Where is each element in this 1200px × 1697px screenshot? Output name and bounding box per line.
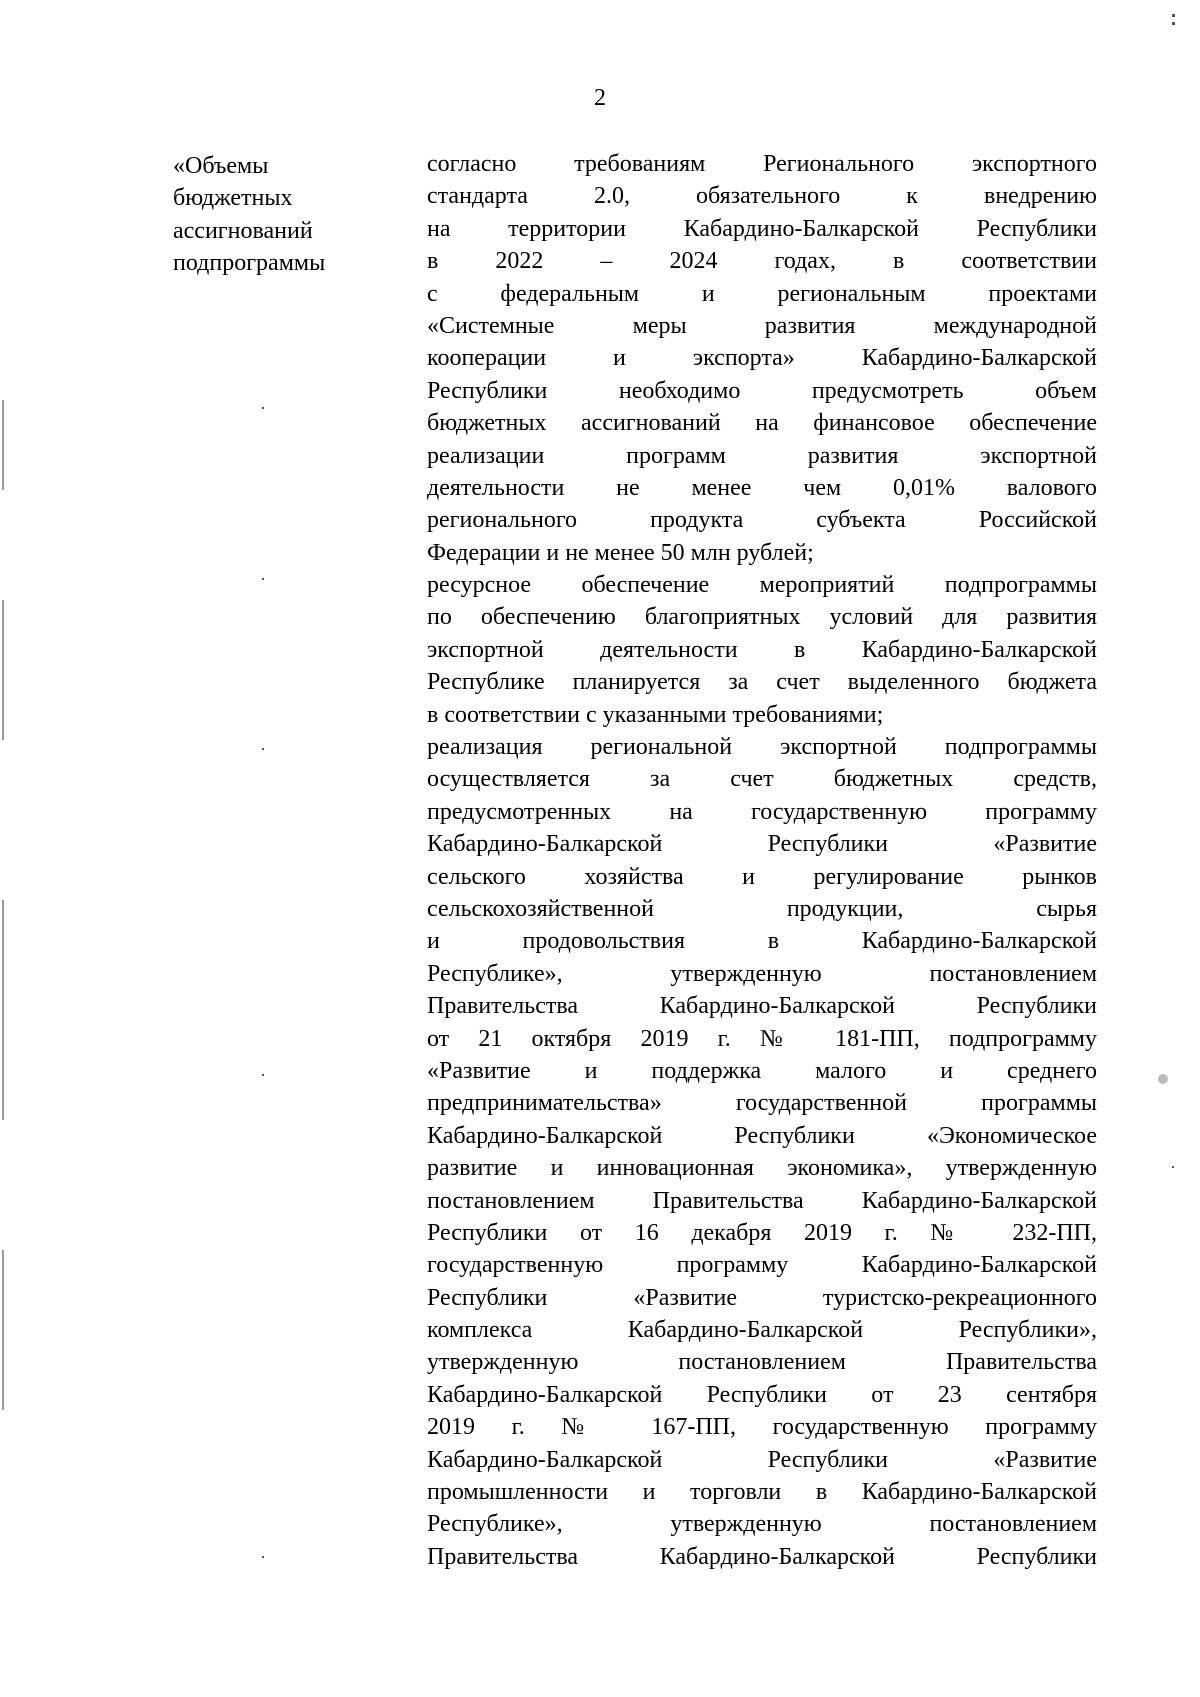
body-text-line: «Развитие и поддержка малого и среднего [427,1057,1097,1084]
section-heading-line: бюджетных [173,185,293,212]
body-text-line: государственную программу Кабардино-Балкарской [427,1252,1097,1279]
scan-speck [262,1556,264,1558]
scan-speck [1172,1166,1174,1168]
section-heading-line: ассигнований [173,217,313,244]
body-text-line: стандарта 2.0, обязательного к внедрению [427,183,1097,210]
body-text-line: сельскохозяйственной продукции, сырья [427,895,1097,922]
body-text-line: 2019 г. № 167-ПП, государственную программу [427,1414,1097,1441]
body-text-line: бюджетных ассигнований на финансовое обеспечение [427,410,1097,437]
scan-speck [2,600,4,740]
scan-speck [262,748,264,750]
body-text-line: в соответствии с указанными требованиями; [427,701,884,728]
body-text-line: комплекса Кабардино-Балкарской Республики», [427,1317,1097,1344]
body-text-line: Кабардино-Балкарской Республики «Экономическое [427,1122,1097,1149]
section-heading-line: подпрограммы [173,250,326,277]
body-text-line: предпринимательства» государственной программы [427,1090,1097,1117]
body-text-line: в 2022 – 2024 годах, в соответствии [427,248,1097,275]
body-text-line: регионального продукта субъекта Российской [427,507,1097,534]
scan-speck [262,1074,264,1076]
body-text-line: с федеральным и региональным проектами [427,280,1097,307]
body-text-line: Республики от 16 декабря 2019 г. № 232-ПП, [427,1219,1097,1246]
body-text-line: от 21 октября 2019 г. № 181-ПП, подпрограмму [427,1025,1097,1052]
body-text-line: осуществляется за счет бюджетных средств, [427,766,1097,793]
body-text-line: Кабардино-Балкарской Республики «Развитие [427,831,1097,858]
body-text-line: Республике планируется за счет выделенного бюджета [427,669,1097,696]
body-text-line: постановлением Правительства Кабардино-Балкарской [427,1187,1097,1214]
body-text-line: предусмотренных на государственную программу [427,798,1097,825]
body-text-line: промышленности и торговли в Кабардино-Балкарской [427,1479,1097,1506]
scan-speck [2,400,4,490]
body-text-line: Федерации и не менее 50 млн рублей; [427,539,814,566]
body-text-line: Республике», утвержденную постановлением [427,1511,1097,1538]
body-text-line: утвержденную постановлением Правительства [427,1349,1097,1376]
body-text-line: ресурсное обеспечение мероприятий подпрограммы [427,572,1097,599]
page-number: 2 [594,85,606,111]
body-text-line: Правительства Кабардино-Балкарской Республики [427,1543,1097,1570]
body-text-line: деятельности не менее чем 0,01% валового [427,474,1097,501]
body-text-line: экспортной деятельности в Кабардино-Балкарской [427,636,1097,663]
body-text-line: и продовольствия в Кабардино-Балкарской [427,928,1097,955]
body-text-line: кооперации и экспорта» Кабардино-Балкарской [427,345,1097,372]
scan-speck [262,407,264,409]
body-text-line: Кабардино-Балкарской Республики от 23 сентября [427,1381,1097,1408]
body-text-line: по обеспечению благоприятных условий для развития [427,604,1097,631]
scan-speck [1158,1074,1168,1084]
section-heading [173,150,393,280]
body-text-line: реализация региональной экспортной подпрограммы [427,734,1097,761]
scan-speck [262,578,264,580]
body-text-line: на территории Кабардино-Балкарской Республики [427,215,1097,242]
body-text-line: Республике», утвержденную постановлением [427,960,1097,987]
body-text-line: «Системные меры развития международной [427,312,1097,339]
body-text-line: развитие и инновационная экономика», утвержденную [427,1155,1097,1182]
section-body-text [427,148,1097,1573]
body-text-line: Правительства Кабардино-Балкарской Республики [427,993,1097,1020]
section-heading-line: «Объемы [173,153,269,179]
scan-speck [1172,22,1175,25]
body-text-line: Кабардино-Балкарской Республики «Развитие [427,1446,1097,1473]
body-text-line: сельского хозяйства и регулирование рынков [427,863,1097,890]
scan-speck [2,1250,4,1410]
body-text-line: Республики необходимо предусмотреть объем [427,377,1097,404]
body-text-line: согласно требованиям Регионального экспортного [427,151,1097,177]
scan-speck [2,900,4,1120]
body-text-line: Республики «Развитие туристско-рекреационного [427,1284,1097,1311]
body-text-line: реализации программ развития экспортной [427,442,1097,469]
scan-speck [1172,14,1175,17]
